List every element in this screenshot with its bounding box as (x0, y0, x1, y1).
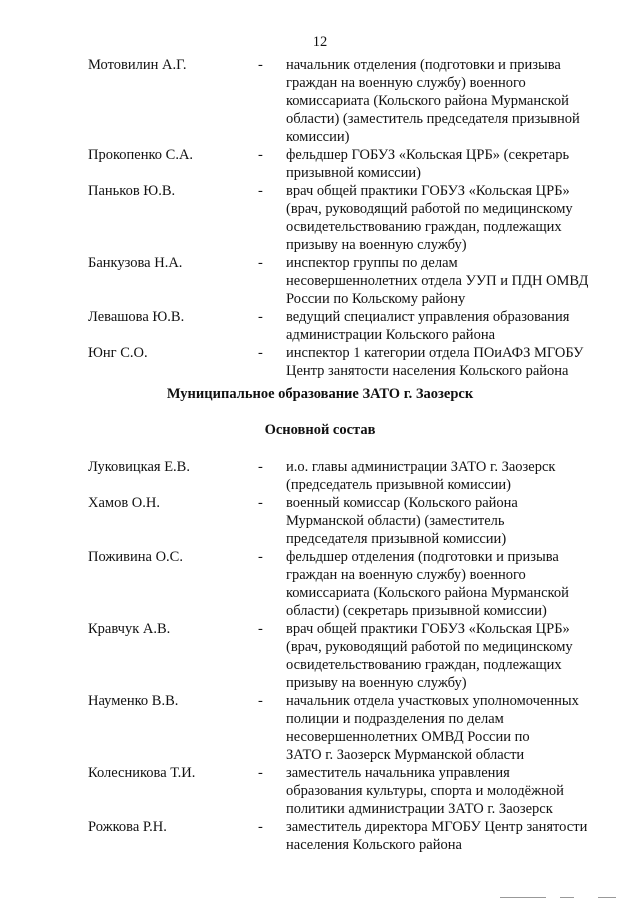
role-line: и.о. главы администрации ЗАТО г. Заозерск (286, 459, 556, 475)
member-name: Хамов О.Н. (88, 495, 160, 511)
member-role (286, 548, 608, 620)
role-line: комиссариата (Кольского района Мурманской (286, 585, 569, 601)
dash-separator: - (258, 255, 263, 271)
role-line: комиссариата (Кольского района Мурманской (286, 93, 569, 109)
scan-mark (598, 897, 616, 898)
role-line: Мурманской области) (заместитель (286, 513, 505, 529)
list-item (88, 182, 608, 254)
dash-separator: - (258, 183, 263, 199)
role-line: освидетельствованию граждан, подлежащих (286, 657, 562, 673)
role-line: (председатель призывной комиссии) (286, 477, 511, 493)
list-item (88, 344, 608, 380)
member-name: Левашова Ю.В. (88, 309, 185, 325)
role-line: призыву на военную службу) (286, 675, 467, 691)
dash-separator: - (258, 693, 263, 709)
role-line: ЗАТО г. Заозерск Мурманской области (286, 747, 525, 763)
member-name: Луковицкая Е.В. (88, 459, 190, 475)
role-line: председателя призывной комиссии) (286, 531, 507, 547)
list-item (88, 146, 608, 182)
member-name: Банкузова Н.А. (88, 255, 183, 271)
role-line: врач общей практики ГОБУЗ «Кольская ЦРБ» (286, 183, 570, 199)
list-item (88, 764, 608, 818)
dash-separator: - (258, 57, 263, 73)
role-line: военный комиссар (Кольского района (286, 495, 518, 511)
role-line: врач общей практики ГОБУЗ «Кольская ЦРБ» (286, 621, 570, 637)
member-list-kola (88, 56, 608, 380)
member-name: Науменко В.В. (88, 693, 179, 709)
role-line: населения Кольского района (286, 837, 462, 853)
member-name: Колесникова Т.И. (88, 765, 196, 781)
member-role (286, 146, 608, 182)
role-line: освидетельствованию граждан, подлежащих (286, 219, 562, 235)
municipality-heading: Муниципальное образование ЗАТО г. Заозерск (166, 386, 474, 402)
role-line: образования культуры, спорта и молодёжной (286, 783, 564, 799)
dash-separator: - (258, 765, 263, 781)
role-line: инспектор 1 категории отдела ПОиАФЗ МГОБУ (286, 345, 584, 361)
role-line: несовершеннолетних ОМВД России по (286, 729, 530, 745)
member-name: Рожкова Р.Н. (88, 819, 167, 835)
member-name: Паньков Ю.В. (88, 183, 176, 199)
role-line: заместитель начальника управления (286, 765, 510, 781)
role-line: области) (заместитель председателя призывной (286, 111, 580, 127)
role-line: администрации Кольского района (286, 327, 496, 343)
dash-separator: - (258, 459, 263, 475)
list-item (88, 56, 608, 146)
dash-separator: - (258, 147, 263, 163)
member-role (286, 56, 608, 146)
role-line: призывной комиссии) (286, 165, 421, 181)
role-line: фельдшер ГОБУЗ «Кольская ЦРБ» (секретарь (286, 147, 570, 163)
list-item (88, 548, 608, 620)
member-role (286, 254, 608, 308)
page-number: 12 (312, 34, 328, 50)
dash-separator: - (258, 549, 263, 565)
dash-separator: - (258, 621, 263, 637)
role-line: инспектор группы по делам (286, 255, 458, 271)
dash-separator: - (258, 345, 263, 361)
role-line: призыву на военную службу) (286, 237, 467, 253)
dash-separator: - (258, 819, 263, 835)
list-item (88, 692, 608, 764)
member-list-zaozersk (88, 458, 608, 854)
list-item (88, 308, 608, 344)
list-item (88, 620, 608, 692)
member-role (286, 692, 608, 764)
member-role (286, 764, 608, 818)
role-line: области) (секретарь призывной комиссии) (286, 603, 547, 619)
role-line: ведущий специалист управления образования (286, 309, 570, 325)
role-line: политики администрации ЗАТО г. Заозерск (286, 801, 553, 817)
role-line: (врач, руководящий работой по медицинскому (286, 639, 573, 655)
role-line: граждан на военную службу) военного (286, 567, 526, 583)
member-role (286, 620, 608, 692)
member-name: Поживина О.С. (88, 549, 183, 565)
scan-mark (560, 897, 574, 898)
member-role (286, 494, 608, 548)
member-name: Прокопенко С.А. (88, 147, 194, 163)
role-line: (врач, руководящий работой по медицинскому (286, 201, 573, 217)
role-line: полиции и подразделения по делам (286, 711, 504, 727)
role-line: несовершеннолетних отдела УУП и ПДН ОМВД (286, 273, 589, 289)
role-line: России по Кольскому району (286, 291, 466, 307)
member-name: Мотовилин А.Г. (88, 57, 187, 73)
member-name: Кравчук А.В. (88, 621, 171, 637)
member-role (286, 458, 608, 494)
list-item (88, 494, 608, 548)
role-line: начальник отделения (подготовки и призыва (286, 57, 561, 73)
composition-heading: Основной состав (264, 422, 376, 438)
role-line: комиссии) (286, 129, 350, 145)
member-role (286, 818, 608, 854)
list-item (88, 254, 608, 308)
dash-separator: - (258, 309, 263, 325)
role-line: граждан на военную службу) военного (286, 75, 526, 91)
member-role (286, 308, 608, 344)
role-line: Центр занятости населения Кольского района (286, 363, 569, 379)
scan-mark (500, 897, 546, 898)
list-item (88, 458, 608, 494)
list-item (88, 818, 608, 854)
member-role (286, 344, 608, 380)
role-line: начальник отдела участковых уполномоченных (286, 693, 579, 709)
member-name: Юнг С.О. (88, 345, 148, 361)
role-line: фельдшер отделения (подготовки и призыва (286, 549, 559, 565)
role-line: заместитель директора МГОБУ Центр занятости (286, 819, 588, 835)
member-role (286, 182, 608, 254)
dash-separator: - (258, 495, 263, 511)
